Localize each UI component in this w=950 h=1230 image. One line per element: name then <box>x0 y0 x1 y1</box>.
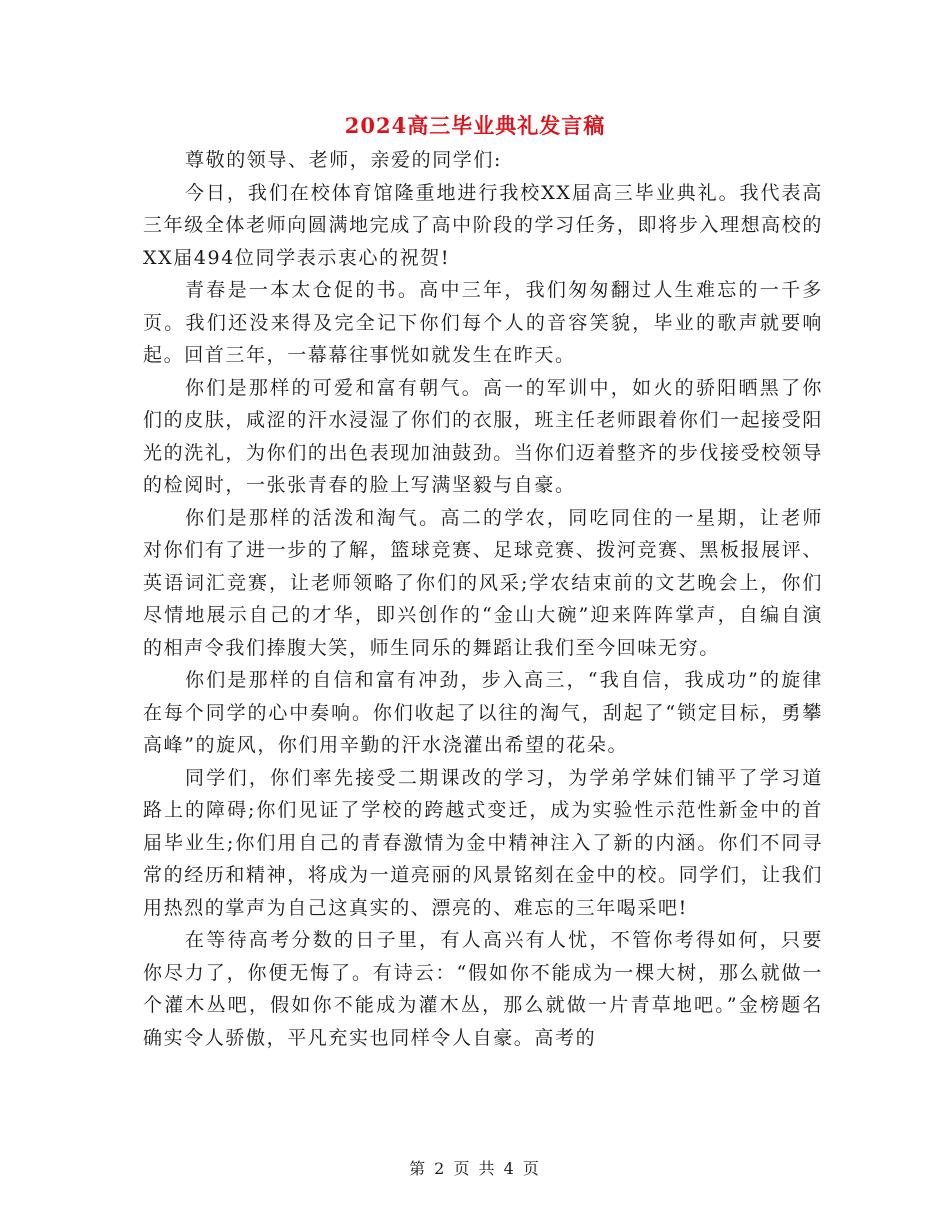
paragraph-achievements: 同学们，你们率先接受二期课改的学习，为学弟学妹们铺平了学习道路上的障碍;你们见证了学校的跨越式变迁，成为实验性示范性新金中的首届毕业生;你们用自己的青春激情为金中精神注入了新的内涵。你们不同寻常的经历和精神，将成为一道亮丽的风景铭刻在金中的校。同学们，让我们用热烈的掌声为自己这真实的、漂亮的、难忘的三年喝采吧! <box>143 766 823 919</box>
paragraph-farm-study: 你们是那样的活泼和淘气。高二的学农，同吃同住的一星期，让老师对你们有了进一步的了解，篮球竞赛、足球竞赛、拨河竞赛、黑板报展评、英语词汇竞赛，让老师领略了你们的风采;学农结束前的文艺晚会上，你们尽情地展示自己的才华，即兴创作的“金山大碗”迎来阵阵掌声，自编自演的相声令我们捧腹大笑，师生同乐的舞蹈让我们至今回味无穷。 <box>143 506 823 659</box>
document-body <box>143 144 823 1054</box>
document-title: 2024高三毕业典礼发言稿 <box>344 113 606 138</box>
paragraph-military-training: 你们是那样的可爱和富有朝气。高一的军训中，如火的骄阳晒黑了你们的皮肤，咸涩的汗水浸湿了你们的衣服，班主任老师跟着你们一起接受阳光的洗礼，为你们的出色表现加油鼓劲。当你们迈着整齐的步伐接受校领导的检阅时，一张张青春的脸上写满坚毅与自豪。 <box>143 376 823 496</box>
paragraph-salutation: 尊敬的领导、老师，亲爱的同学们: <box>185 149 503 171</box>
paragraph-opening: 今日，我们在校体育馆隆重地进行我校XX届高三毕业典礼。我代表高三年级全体老师向圆满地完成了高中阶段的学习任务，即将步入理想高校的XX届494位同学表示衷心的祝贺! <box>143 181 823 269</box>
paragraph-senior-year: 你们是那样的自信和富有冲劲，步入高三，“我自信，我成功”的旋律在每个同学的心中奏响。你们收起了以往的淘气，刮起了“锁定目标，勇攀高峰”的旋风，你们用辛勤的汗水浇灌出希望的花朵。 <box>143 669 823 756</box>
paragraph-youth: 青春是一本太仓促的书。高中三年，我们匆匆翻过人生难忘的一千多页。我们还没来得及完全记下你们每个人的音容笑貌，毕业的歌声就要响起。回首三年，一幕幕往事恍如就发生在昨天。 <box>143 279 823 366</box>
paragraph-exam-results: 在等待高考分数的日子里，有人高兴有人忧，不管你考得如何，只要你尽力了，你便无悔了。有诗云：“假如你不能成为一棵大树，那么就做一个灌木丛吧，假如你不能成为灌木丛，那么就做一片青草地吧。”金榜题名确实令人骄傲，平凡充实也同样令人自豪。高考的 <box>143 929 823 1049</box>
page-number-footer: 第 2 页 共 4 页 <box>409 1159 541 1178</box>
